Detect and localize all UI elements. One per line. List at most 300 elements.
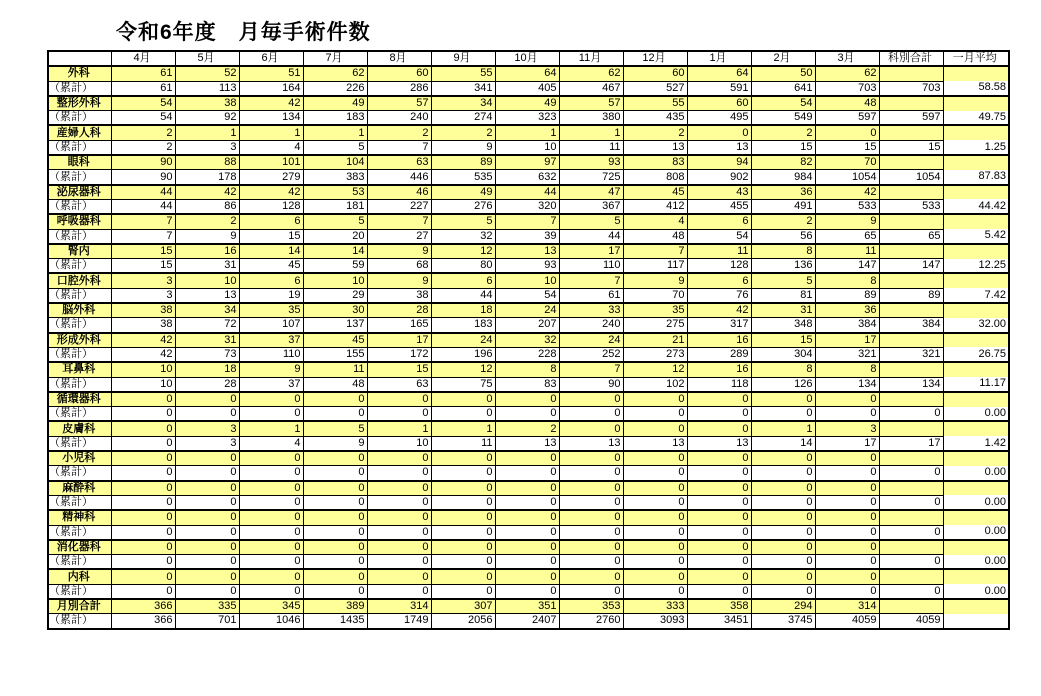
cumulative-value-cell: 107 [239, 318, 303, 333]
monthly-value-cell: 0 [623, 481, 687, 496]
monthly-value-cell: 0 [431, 451, 495, 466]
cumulative-value-cell: 56 [751, 229, 815, 244]
monthly-value-cell: 70 [815, 155, 879, 170]
dept-name-cell: 泌尿器科 [48, 185, 111, 200]
cumulative-value-cell: 0 [239, 407, 303, 422]
average-blank-cell [943, 273, 1009, 288]
cumulative-value-cell: 279 [239, 170, 303, 185]
monthly-value-cell: 0 [751, 510, 815, 525]
cumulative-value-cell: 0 [431, 466, 495, 481]
monthly-value-cell: 2 [751, 214, 815, 229]
dept-total-blank-cell [879, 273, 943, 288]
dept-total-cell: 0 [879, 407, 943, 422]
dept-name-cell: 内科 [48, 569, 111, 584]
dept-total-cell: 1054 [879, 170, 943, 185]
month-header: 7月 [303, 51, 367, 66]
monthly-value-cell: 1 [367, 421, 431, 436]
average-blank-cell [943, 540, 1009, 555]
monthly-value-cell: 0 [239, 540, 303, 555]
monthly-value-cell: 0 [239, 451, 303, 466]
cumulative-value-cell: 3 [175, 436, 239, 451]
monthly-value-cell: 47 [559, 185, 623, 200]
monthly-average-cell: 5.42 [943, 229, 1009, 244]
monthly-value-cell: 33 [559, 303, 623, 318]
dept-name-cell: 小児科 [48, 451, 111, 466]
cumulative-value-cell: 48 [303, 377, 367, 392]
cumulative-value-cell: 31 [175, 259, 239, 274]
cumulative-value-cell: 0 [175, 407, 239, 422]
cumulative-value-cell: 0 [815, 525, 879, 540]
cumulative-value-cell: 0 [431, 525, 495, 540]
dept-row [48, 125, 1009, 140]
monthly-value-cell: 17 [367, 333, 431, 348]
cumulative-value-cell: 286 [367, 81, 431, 96]
month-header: 1月 [687, 51, 751, 66]
cumulative-value-cell: 2407 [495, 614, 559, 629]
cumulative-label-cell: （累計） [48, 111, 111, 126]
cumulative-value-cell: 491 [751, 199, 815, 214]
cumulative-value-cell: 0 [815, 407, 879, 422]
month-header: 11月 [559, 51, 623, 66]
dept-row [48, 155, 1009, 170]
monthly-value-cell: 44 [111, 185, 175, 200]
cumulative-value-cell: 348 [751, 318, 815, 333]
monthly-value-cell: 3 [111, 273, 175, 288]
monthly-value-cell: 88 [175, 155, 239, 170]
cumulative-value-cell: 0 [623, 584, 687, 599]
cumulative-row [48, 259, 1009, 274]
average-blank-cell [943, 599, 1009, 614]
monthly-value-cell: 5 [559, 214, 623, 229]
cumulative-value-cell: 0 [623, 495, 687, 510]
dept-row [48, 451, 1009, 466]
monthly-value-cell: 8 [495, 362, 559, 377]
monthly-value-cell: 0 [111, 451, 175, 466]
dept-total-cell: 0 [879, 584, 943, 599]
cumulative-value-cell: 1054 [815, 170, 879, 185]
cumulative-value-cell: 0 [175, 466, 239, 481]
monthly-value-cell: 1 [495, 125, 559, 140]
monthly-value-cell: 358 [687, 599, 751, 614]
cumulative-value-cell: 10 [367, 436, 431, 451]
monthly-value-cell: 1 [239, 421, 303, 436]
monthly-average-cell: 32.00 [943, 318, 1009, 333]
dept-name-cell: 麻酔科 [48, 481, 111, 496]
cumulative-value-cell: 11 [559, 140, 623, 155]
cumulative-value-cell: 240 [559, 318, 623, 333]
monthly-value-cell: 0 [623, 510, 687, 525]
cumulative-row [48, 614, 1009, 629]
cumulative-value-cell: 17 [815, 436, 879, 451]
monthly-value-cell: 0 [815, 125, 879, 140]
cumulative-value-cell: 902 [687, 170, 751, 185]
dept-total-blank-cell [879, 569, 943, 584]
cumulative-value-cell: 0 [495, 495, 559, 510]
cumulative-value-cell: 0 [751, 495, 815, 510]
dept-row [48, 66, 1009, 81]
monthly-value-cell: 333 [623, 599, 687, 614]
cumulative-value-cell: 527 [623, 81, 687, 96]
average-header: 一月平均 [943, 51, 1009, 66]
cumulative-label-cell: （累計） [48, 614, 111, 629]
cumulative-value-cell: 383 [303, 170, 367, 185]
cumulative-value-cell: 0 [623, 466, 687, 481]
cumulative-value-cell: 44 [111, 199, 175, 214]
monthly-value-cell: 0 [431, 510, 495, 525]
cumulative-value-cell: 38 [111, 318, 175, 333]
cumulative-label-cell: （累計） [48, 584, 111, 599]
average-blank-cell [943, 421, 1009, 436]
cumulative-value-cell: 0 [751, 584, 815, 599]
monthly-value-cell: 82 [751, 155, 815, 170]
monthly-value-cell: 0 [623, 392, 687, 407]
cumulative-value-cell: 15 [751, 140, 815, 155]
cumulative-value-cell: 110 [559, 259, 623, 274]
cumulative-value-cell: 117 [623, 259, 687, 274]
cumulative-value-cell: 0 [623, 525, 687, 540]
cumulative-value-cell: 0 [687, 495, 751, 510]
monthly-value-cell: 30 [303, 303, 367, 318]
month-header: 12月 [623, 51, 687, 66]
average-blank-cell [943, 510, 1009, 525]
cumulative-label-cell: （累計） [48, 466, 111, 481]
dept-total-blank-cell [879, 125, 943, 140]
average-blank-cell [943, 362, 1009, 377]
monthly-value-cell: 0 [495, 569, 559, 584]
cumulative-value-cell: 90 [559, 377, 623, 392]
cumulative-value-cell: 0 [239, 555, 303, 570]
cumulative-value-cell: 92 [175, 111, 239, 126]
monthly-value-cell: 5 [303, 214, 367, 229]
dept-name-cell: 産婦人科 [48, 125, 111, 140]
cumulative-value-cell: 164 [239, 81, 303, 96]
dept-row [48, 185, 1009, 200]
monthly-value-cell: 1 [175, 125, 239, 140]
cumulative-value-cell: 446 [367, 170, 431, 185]
cumulative-value-cell: 0 [367, 407, 431, 422]
monthly-value-cell: 0 [303, 510, 367, 525]
cumulative-value-cell: 13 [687, 140, 751, 155]
cumulative-value-cell: 29 [303, 288, 367, 303]
monthly-value-cell: 49 [431, 185, 495, 200]
monthly-value-cell: 11 [687, 244, 751, 259]
monthly-value-cell: 0 [751, 540, 815, 555]
cumulative-value-cell: 4059 [815, 614, 879, 629]
monthly-value-cell: 0 [687, 510, 751, 525]
cumulative-value-cell: 701 [175, 614, 239, 629]
cumulative-value-cell: 384 [815, 318, 879, 333]
cumulative-value-cell: 134 [239, 111, 303, 126]
cumulative-value-cell: 0 [495, 466, 559, 481]
monthly-value-cell: 46 [367, 185, 431, 200]
cumulative-value-cell: 4 [239, 140, 303, 155]
average-blank-cell [943, 392, 1009, 407]
cumulative-value-cell: 0 [687, 555, 751, 570]
monthly-value-cell: 4 [623, 214, 687, 229]
cumulative-value-cell: 276 [431, 199, 495, 214]
monthly-average-cell: 0.00 [943, 525, 1009, 540]
cumulative-row [48, 140, 1009, 155]
cumulative-value-cell: 0 [303, 407, 367, 422]
monthly-value-cell: 0 [367, 569, 431, 584]
cumulative-value-cell: 725 [559, 170, 623, 185]
cumulative-label-cell: （累計） [48, 140, 111, 155]
cumulative-value-cell: 0 [815, 495, 879, 510]
monthly-value-cell: 24 [495, 303, 559, 318]
average-blank-cell [943, 185, 1009, 200]
dept-row [48, 481, 1009, 496]
cumulative-value-cell: 0 [751, 555, 815, 570]
monthly-value-cell: 0 [815, 540, 879, 555]
cumulative-value-cell: 59 [303, 259, 367, 274]
monthly-value-cell: 60 [623, 66, 687, 81]
monthly-value-cell: 0 [559, 510, 623, 525]
monthly-value-cell: 43 [687, 185, 751, 200]
cumulative-label-cell: （累計） [48, 318, 111, 333]
cumulative-value-cell: 54 [495, 288, 559, 303]
monthly-average-cell: 1.42 [943, 436, 1009, 451]
monthly-value-cell: 0 [175, 392, 239, 407]
cumulative-value-cell: 0 [559, 555, 623, 570]
monthly-value-cell: 0 [559, 481, 623, 496]
cumulative-value-cell: 42 [111, 347, 175, 362]
monthly-value-cell: 0 [111, 392, 175, 407]
cumulative-value-cell: 467 [559, 81, 623, 96]
cumulative-value-cell: 533 [815, 199, 879, 214]
dept-name-cell: 皮膚科 [48, 421, 111, 436]
dept-row [48, 599, 1009, 614]
average-blank-cell [943, 125, 1009, 140]
monthly-value-cell: 31 [751, 303, 815, 318]
monthly-value-cell: 32 [495, 333, 559, 348]
monthly-value-cell: 294 [751, 599, 815, 614]
monthly-value-cell: 5 [751, 273, 815, 288]
monthly-value-cell: 0 [303, 392, 367, 407]
cumulative-value-cell: 54 [687, 229, 751, 244]
cumulative-value-cell: 38 [367, 288, 431, 303]
dept-total-blank-cell [879, 481, 943, 496]
cumulative-value-cell: 118 [687, 377, 751, 392]
monthly-value-cell: 0 [239, 392, 303, 407]
monthly-value-cell: 10 [303, 273, 367, 288]
cumulative-value-cell: 367 [559, 199, 623, 214]
cumulative-row [48, 407, 1009, 422]
cumulative-value-cell: 45 [239, 259, 303, 274]
cumulative-value-cell: 289 [687, 347, 751, 362]
monthly-value-cell: 15 [111, 244, 175, 259]
cumulative-value-cell: 1749 [367, 614, 431, 629]
monthly-value-cell: 57 [367, 96, 431, 111]
corner-cell [48, 51, 111, 66]
cumulative-value-cell: 0 [431, 407, 495, 422]
monthly-value-cell: 0 [303, 481, 367, 496]
monthly-value-cell: 55 [431, 66, 495, 81]
cumulative-row [48, 466, 1009, 481]
month-header: 5月 [175, 51, 239, 66]
monthly-value-cell: 0 [239, 569, 303, 584]
cumulative-value-cell: 0 [431, 555, 495, 570]
month-header: 3月 [815, 51, 879, 66]
monthly-value-cell: 9 [367, 273, 431, 288]
dept-total-cell: 15 [879, 140, 943, 155]
cumulative-value-cell: 0 [367, 495, 431, 510]
monthly-value-cell: 0 [367, 510, 431, 525]
dept-name-cell: 外科 [48, 66, 111, 81]
monthly-value-cell: 0 [687, 540, 751, 555]
cumulative-row [48, 436, 1009, 451]
cumulative-value-cell: 0 [687, 466, 751, 481]
monthly-value-cell: 9 [623, 273, 687, 288]
monthly-value-cell: 0 [111, 540, 175, 555]
monthly-value-cell: 345 [239, 599, 303, 614]
cumulative-value-cell: 44 [559, 229, 623, 244]
monthly-value-cell: 1 [431, 421, 495, 436]
cumulative-row [48, 525, 1009, 540]
cumulative-value-cell: 0 [559, 407, 623, 422]
page-title: 令和6年度 月毎手術件数 [116, 21, 371, 44]
monthly-average-cell: 0.00 [943, 555, 1009, 570]
cumulative-value-cell: 39 [495, 229, 559, 244]
cumulative-value-cell: 0 [751, 525, 815, 540]
cumulative-value-cell: 0 [239, 495, 303, 510]
cumulative-value-cell: 0 [303, 525, 367, 540]
cumulative-value-cell: 0 [239, 525, 303, 540]
cumulative-value-cell: 435 [623, 111, 687, 126]
cumulative-value-cell: 7 [111, 229, 175, 244]
cumulative-row [48, 495, 1009, 510]
cumulative-value-cell: 207 [495, 318, 559, 333]
cumulative-value-cell: 75 [431, 377, 495, 392]
monthly-value-cell: 1 [751, 421, 815, 436]
cumulative-value-cell: 0 [495, 525, 559, 540]
monthly-value-cell: 351 [495, 599, 559, 614]
monthly-value-cell: 0 [303, 540, 367, 555]
cumulative-value-cell: 183 [431, 318, 495, 333]
cumulative-value-cell: 37 [239, 377, 303, 392]
cumulative-value-cell: 93 [495, 259, 559, 274]
cumulative-value-cell: 0 [175, 525, 239, 540]
monthly-value-cell: 0 [367, 540, 431, 555]
total-header: 科別合計 [879, 51, 943, 66]
monthly-average-cell: 1.25 [943, 140, 1009, 155]
dept-row [48, 510, 1009, 525]
dept-total-blank-cell [879, 451, 943, 466]
dept-total-blank-cell [879, 392, 943, 407]
cumulative-value-cell: 240 [367, 111, 431, 126]
cumulative-value-cell: 1435 [303, 614, 367, 629]
average-blank-cell [943, 214, 1009, 229]
monthly-value-cell: 16 [175, 244, 239, 259]
monthly-value-cell: 0 [495, 392, 559, 407]
cumulative-value-cell: 14 [751, 436, 815, 451]
monthly-value-cell: 90 [111, 155, 175, 170]
cumulative-value-cell: 455 [687, 199, 751, 214]
monthly-value-cell: 17 [559, 244, 623, 259]
dept-total-cell: 0 [879, 525, 943, 540]
monthly-value-cell: 64 [687, 66, 751, 81]
dept-total-cell: 703 [879, 81, 943, 96]
monthly-value-cell: 55 [623, 96, 687, 111]
monthly-value-cell: 45 [623, 185, 687, 200]
cumulative-value-cell: 0 [559, 466, 623, 481]
dept-total-blank-cell [879, 214, 943, 229]
cumulative-row [48, 170, 1009, 185]
monthly-average-cell: 12.25 [943, 259, 1009, 274]
monthly-value-cell: 0 [175, 540, 239, 555]
cumulative-label-cell: （累計） [48, 495, 111, 510]
average-blank-cell [943, 481, 1009, 496]
monthly-value-cell: 44 [495, 185, 559, 200]
cumulative-value-cell: 10 [495, 140, 559, 155]
monthly-value-cell: 6 [239, 273, 303, 288]
monthly-value-cell: 42 [239, 185, 303, 200]
cumulative-value-cell: 0 [559, 495, 623, 510]
monthly-value-cell: 54 [751, 96, 815, 111]
cumulative-value-cell: 591 [687, 81, 751, 96]
cumulative-label-cell: （累計） [48, 81, 111, 96]
dept-total-cell: 89 [879, 288, 943, 303]
cumulative-value-cell: 0 [815, 555, 879, 570]
monthly-value-cell: 1 [239, 125, 303, 140]
cumulative-row [48, 111, 1009, 126]
monthly-value-cell: 0 [175, 510, 239, 525]
monthly-value-cell: 0 [623, 569, 687, 584]
cumulative-value-cell: 0 [303, 584, 367, 599]
cumulative-value-cell: 0 [367, 555, 431, 570]
monthly-value-cell: 24 [559, 333, 623, 348]
cumulative-value-cell: 0 [431, 495, 495, 510]
monthly-value-cell: 97 [495, 155, 559, 170]
monthly-value-cell: 10 [495, 273, 559, 288]
monthly-average-cell: 11.17 [943, 377, 1009, 392]
monthly-value-cell: 0 [111, 481, 175, 496]
average-blank-cell [943, 244, 1009, 259]
cumulative-value-cell: 0 [431, 584, 495, 599]
dept-total-blank-cell [879, 540, 943, 555]
monthly-value-cell: 0 [495, 451, 559, 466]
cumulative-value-cell: 90 [111, 170, 175, 185]
dept-name-cell: 耳鼻科 [48, 362, 111, 377]
dept-name-cell: 眼科 [48, 155, 111, 170]
cumulative-value-cell: 0 [111, 407, 175, 422]
monthly-value-cell: 101 [239, 155, 303, 170]
dept-total-blank-cell [879, 244, 943, 259]
monthly-value-cell: 0 [175, 481, 239, 496]
cumulative-row [48, 81, 1009, 96]
monthly-value-cell: 0 [367, 451, 431, 466]
monthly-value-cell: 0 [815, 481, 879, 496]
dept-total-cell: 134 [879, 377, 943, 392]
monthly-value-cell: 13 [495, 244, 559, 259]
cumulative-value-cell: 13 [623, 436, 687, 451]
average-blank-cell [943, 333, 1009, 348]
average-blank-cell [943, 569, 1009, 584]
monthly-value-cell: 0 [751, 451, 815, 466]
monthly-value-cell: 37 [239, 333, 303, 348]
cumulative-row [48, 347, 1009, 362]
cumulative-value-cell: 10 [111, 377, 175, 392]
monthly-value-cell: 0 [559, 569, 623, 584]
monthly-value-cell: 0 [559, 540, 623, 555]
cumulative-value-cell: 0 [239, 584, 303, 599]
monthly-value-cell: 0 [367, 392, 431, 407]
cumulative-value-cell: 102 [623, 377, 687, 392]
monthly-value-cell: 6 [431, 273, 495, 288]
monthly-value-cell: 0 [111, 421, 175, 436]
cumulative-value-cell: 0 [111, 555, 175, 570]
monthly-value-cell: 0 [687, 421, 751, 436]
cumulative-value-cell: 0 [175, 584, 239, 599]
